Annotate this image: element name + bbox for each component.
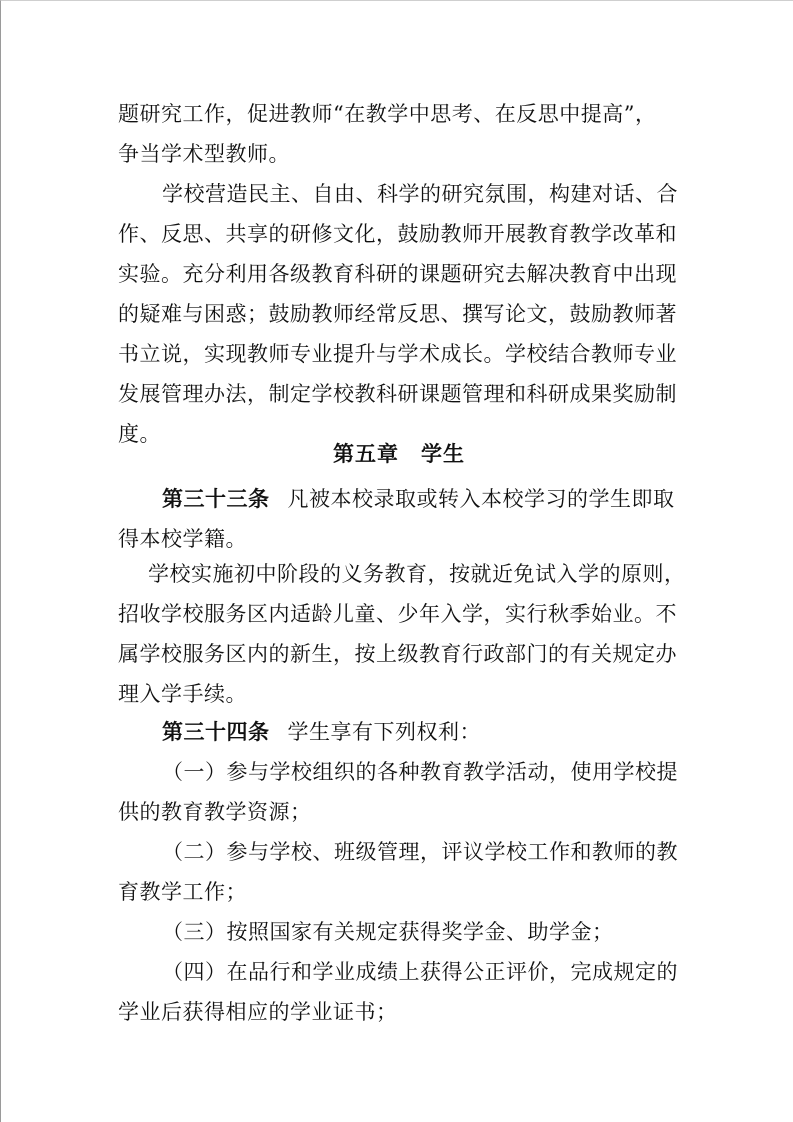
text-line: 题研究工作，促进教师“在教学中思考、在反思中提高”， bbox=[118, 102, 657, 126]
chapter-title: 第五章 学生 bbox=[333, 441, 465, 466]
list-item: （一）参与学校组织的各种教育教学活动，使用学校提 bbox=[162, 760, 678, 784]
text-line: 学校实施初中阶段的义务教育，按就近免试入学的原则， bbox=[148, 562, 686, 586]
text-line: 争当学术型教师。 bbox=[118, 142, 290, 166]
article-33-label: 第三十三条 bbox=[162, 486, 270, 511]
text-line: 实验。充分利用各级教育科研的课题研究去解决教育中出现 bbox=[118, 262, 677, 286]
text-line: 的疑难与困惑；鼓励教师经常反思、撰写论文，鼓励教师著 bbox=[118, 302, 677, 326]
list-item: （四）在品行和学业成绩上获得公正评价，完成规定的 bbox=[162, 960, 678, 984]
article-34-text: 学生享有下列权利： bbox=[287, 720, 481, 744]
text-line: 招收学校服务区内适龄儿童、少年入学，实行秋季始业。不 bbox=[118, 602, 677, 626]
list-item: 供的教育教学资源； bbox=[118, 800, 312, 824]
text-line: 理入学手续。 bbox=[118, 682, 247, 706]
article-33-line bbox=[162, 485, 675, 513]
article-34-line bbox=[162, 718, 481, 746]
article-33-text: 凡被本校录取或转入本校学习的学生即取 bbox=[287, 487, 675, 511]
list-item: （二）参与学校、班级管理，评议学校工作和教师的教 bbox=[162, 840, 678, 864]
text-line: 发展管理办法，制定学校教科研课题管理和科研成果奖励制 bbox=[118, 382, 677, 406]
text-line: 作、反思、共享的研修文化，鼓励教师开展教育教学改革和 bbox=[118, 222, 677, 246]
list-item: （三）按照国家有关规定获得奖学金、助学金； bbox=[162, 920, 614, 944]
text-line: 属学校服务区内的新生，按上级教育行政部门的有关规定办 bbox=[118, 642, 677, 666]
text-line: 学校营造民主、自由、科学的研究氛围，构建对话、合 bbox=[162, 182, 678, 206]
article-34-label: 第三十四条 bbox=[162, 719, 270, 744]
text-line: 得本校学籍。 bbox=[118, 527, 247, 551]
text-line: 度。 bbox=[118, 422, 161, 446]
list-item: 育教学工作； bbox=[118, 880, 247, 904]
list-item: 学业后获得相应的学业证书； bbox=[118, 1000, 398, 1024]
text-line: 书立说，实现教师专业提升与学术成长。学校结合教师专业 bbox=[118, 342, 677, 366]
